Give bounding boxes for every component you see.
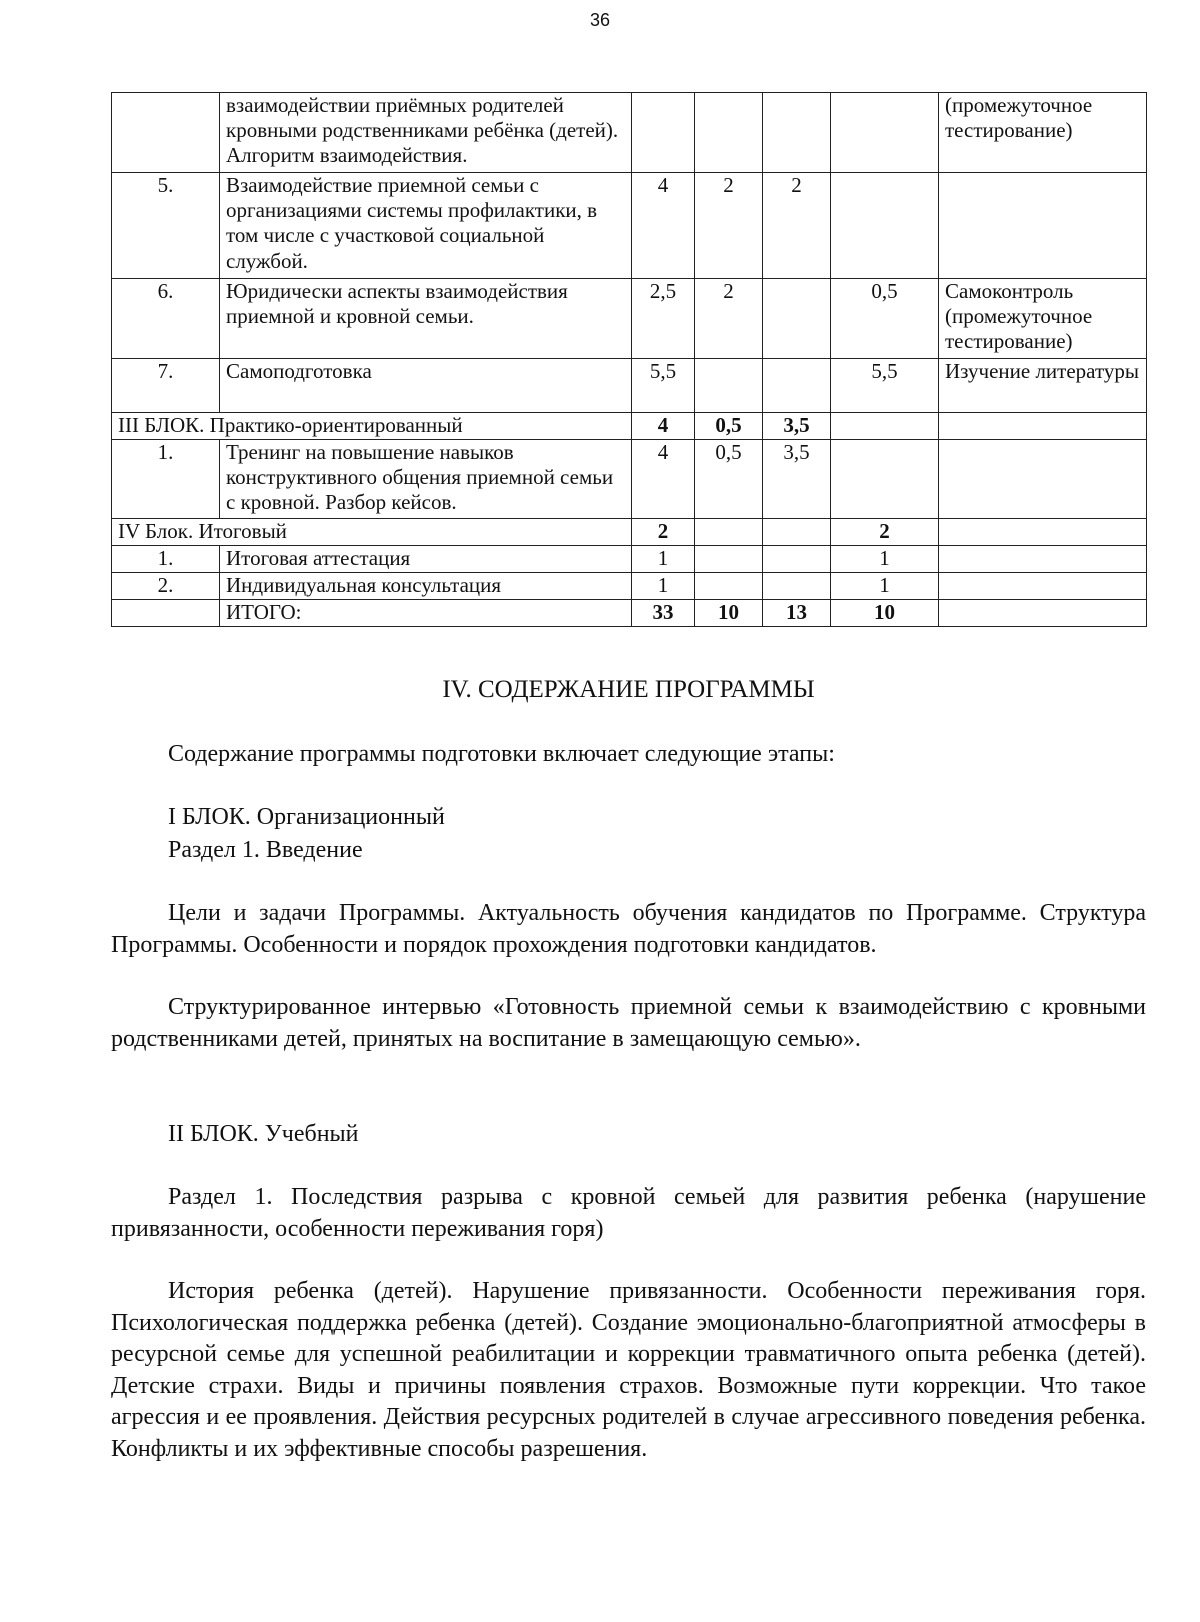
row-practice — [763, 573, 831, 600]
study-plan-table — [111, 92, 1147, 627]
row-lectures: 2 — [695, 279, 763, 359]
table-block-row — [112, 413, 1147, 440]
row-self: 1 — [831, 573, 939, 600]
row-control — [939, 600, 1147, 627]
table-row — [112, 546, 1147, 573]
table-row — [112, 359, 1147, 413]
row-practice — [763, 359, 831, 413]
block1-section: Раздел 1. Введение — [168, 837, 363, 863]
row-title: взаимодействии приёмных родителей кровными родственниками ребёнка (детей). Алгоритм взаимодействия. — [220, 93, 632, 173]
row-total: 4 — [632, 440, 695, 519]
row-control: Изучение литературы — [939, 359, 1147, 413]
row-practice: 13 — [763, 600, 831, 627]
row-total — [632, 93, 695, 173]
row-self: 1 — [831, 546, 939, 573]
row-total: 4 — [632, 173, 695, 279]
row-lectures — [695, 546, 763, 573]
block-title: IV Блок. Итоговый — [112, 519, 632, 546]
row-self — [831, 440, 939, 519]
row-control — [939, 413, 1147, 440]
row-total: 33 — [632, 600, 695, 627]
row-lectures — [695, 519, 763, 546]
row-total: 2,5 — [632, 279, 695, 359]
row-practice — [763, 546, 831, 573]
block2-paragraph: История ребенка (детей). Нарушение привязанности. Особенности переживания горя. Психологическая поддержка ребенка (детей). Создание эмоционально-благоприятной атмосферы в ресурсной семье для успешной реабилитации и коррекции травматичного опыта ребенка (детей). Детские страхи. Виды и причины появления страхов. Возможные пути коррекции. Что такое агрессия и ее проявления. Действия ресурсных родителей в случае агрессивного поведения ребенка. Конфликты и их эффективные способы разрешения. — [111, 1278, 1146, 1462]
row-self — [831, 173, 939, 279]
row-control — [939, 173, 1147, 279]
table-row — [112, 279, 1147, 359]
row-number: 5. — [112, 173, 220, 279]
table-row — [112, 93, 1147, 173]
block2-title: II БЛОК. Учебный — [168, 1121, 359, 1147]
row-self: 10 — [831, 600, 939, 627]
row-practice: 3,5 — [763, 413, 831, 440]
row-control — [939, 519, 1147, 546]
table-row — [112, 173, 1147, 279]
row-lectures — [695, 93, 763, 173]
row-title: Юридически аспекты взаимодействия приемной и кровной семьи. — [220, 279, 632, 359]
row-number: 1. — [112, 440, 220, 519]
row-practice — [763, 93, 831, 173]
row-number: 6. — [112, 279, 220, 359]
row-lectures — [695, 359, 763, 413]
row-total: 5,5 — [632, 359, 695, 413]
row-control — [939, 440, 1147, 519]
table-block-row — [112, 519, 1147, 546]
row-control — [939, 546, 1147, 573]
row-control — [939, 573, 1147, 600]
row-total: 2 — [632, 519, 695, 546]
row-title: Итоговая аттестация — [220, 546, 632, 573]
row-lectures: 2 — [695, 173, 763, 279]
total-label: ИТОГО: — [220, 600, 632, 627]
row-self: 5,5 — [831, 359, 939, 413]
row-lectures: 0,5 — [695, 413, 763, 440]
row-total: 4 — [632, 413, 695, 440]
block2-section: Раздел 1. Последствия разрыва с кровной семьей для развития ребенка (нарушение привязанности, особенности переживания горя) — [111, 1184, 1146, 1242]
table-row — [112, 440, 1147, 519]
row-lectures — [695, 573, 763, 600]
row-title: Самоподготовка — [220, 359, 632, 413]
row-self: 2 — [831, 519, 939, 546]
row-practice: 3,5 — [763, 440, 831, 519]
row-control: (промежуточное тестирование) — [939, 93, 1147, 173]
row-practice: 2 — [763, 173, 831, 279]
table-total-row — [112, 600, 1147, 627]
row-practice — [763, 279, 831, 359]
row-number: 7. — [112, 359, 220, 413]
row-total: 1 — [632, 546, 695, 573]
block1-paragraph-1: Цели и задачи Программы. Актуальность обучения кандидатов по Программе. Структура Программы. Особенности и порядок прохождения подготовки кандидатов. — [111, 900, 1146, 958]
intro-text: Содержание программы подготовки включает следующие этапы: — [168, 741, 835, 767]
block1-title: I БЛОК. Организационный — [168, 804, 445, 830]
page-number: 36 — [589, 10, 611, 30]
row-lectures: 0,5 — [695, 440, 763, 519]
row-self — [831, 413, 939, 440]
section-heading: IV. СОДЕРЖАНИЕ ПРОГРАММЫ — [442, 676, 815, 703]
table-row — [112, 573, 1147, 600]
row-number — [112, 93, 220, 173]
row-total: 1 — [632, 573, 695, 600]
row-lectures: 10 — [695, 600, 763, 627]
row-self: 0,5 — [831, 279, 939, 359]
block-title: III БЛОК. Практико-ориентированный — [112, 413, 632, 440]
row-title: Тренинг на повышение навыков конструктивного общения приемной семьи с кровной. Разбор кейсов. — [220, 440, 632, 519]
row-number: 1. — [112, 546, 220, 573]
row-number: 2. — [112, 573, 220, 600]
row-control: Самоконтроль (промежуточное тестирование) — [939, 279, 1147, 359]
row-title: Взаимодействие приемной семьи с организациями системы профилактики, в том числе с участковой социальной службой. — [220, 173, 632, 279]
row-number — [112, 600, 220, 627]
row-title: Индивидуальная консультация — [220, 573, 632, 600]
block1-paragraph-2: Структурированное интервью «Готовность приемной семьи к взаимодействию с кровными родственниками детей, принятых на воспитание в замещающую семью». — [111, 994, 1146, 1052]
row-self — [831, 93, 939, 173]
row-practice — [763, 519, 831, 546]
